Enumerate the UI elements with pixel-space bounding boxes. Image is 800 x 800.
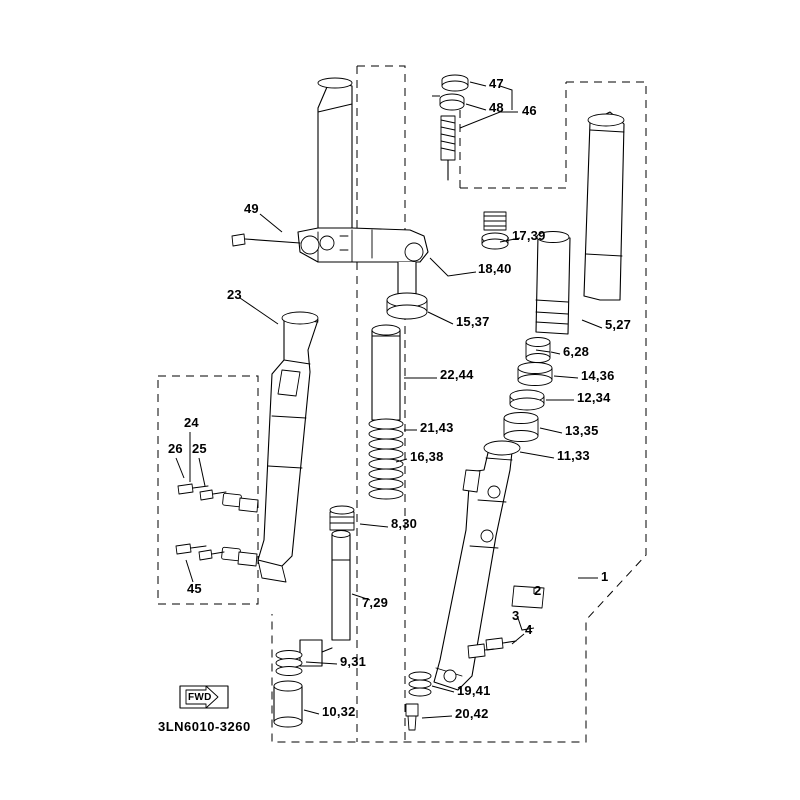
callout-label: 25: [192, 441, 207, 456]
callout-label: 46: [522, 103, 537, 118]
callout-label: 11,33: [557, 448, 590, 463]
callout-label: 8,30: [391, 516, 418, 531]
callout-label: 18,40: [478, 261, 512, 276]
callout-label: 48: [489, 100, 504, 115]
callout-label: 1: [601, 569, 609, 584]
callout-label: 21,43: [420, 420, 454, 435]
callout-label: 4: [525, 622, 533, 637]
callout-label: 47: [489, 76, 504, 91]
callout-label: 6,28: [563, 344, 590, 359]
callout-label: 2: [534, 583, 542, 598]
callout-label: 9,31: [340, 654, 367, 669]
callout-label: 49: [244, 201, 259, 216]
callout-label: 12,34: [577, 390, 611, 405]
callout-label: 19,41: [457, 683, 491, 698]
callout-label: 23: [227, 287, 242, 302]
callout-label: 24: [184, 415, 199, 430]
callout-label: 5,27: [605, 317, 632, 332]
callout-label: 10,32: [322, 704, 356, 719]
callout-label: 20,42: [455, 706, 489, 721]
callout-label: 45: [187, 581, 202, 596]
callout-label: 17,39: [512, 228, 546, 243]
callout-label: 3: [512, 608, 520, 623]
callout-label: 26: [168, 441, 183, 456]
diagram-part-number: 3LN6010-3260: [158, 719, 251, 734]
fwd-direction-label: FWD: [188, 692, 212, 703]
callout-label: 14,36: [581, 368, 615, 383]
callout-label: 7,29: [362, 595, 389, 610]
callout-label: 16,38: [410, 449, 444, 464]
callout-label: 13,35: [565, 423, 599, 438]
callout-label: 22,44: [440, 367, 474, 382]
callout-label: 15,37: [456, 314, 490, 329]
